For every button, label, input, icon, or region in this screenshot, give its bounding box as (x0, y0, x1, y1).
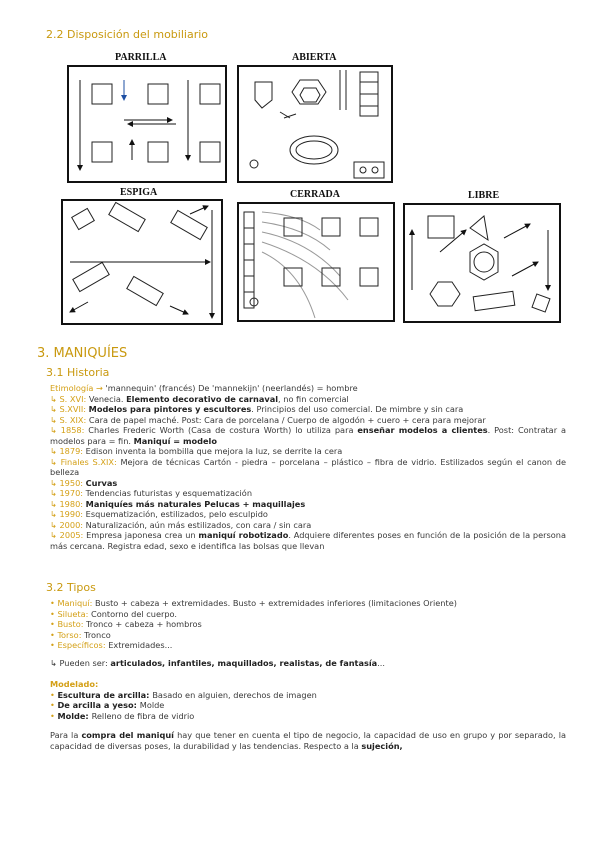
tipo-text: Extremidades... (108, 640, 173, 650)
modelado-bold: De arcilla a yeso: (57, 700, 140, 710)
historia-bold: Elemento decorativo de carnaval (126, 393, 279, 404)
tipos-list (50, 598, 566, 651)
final-bold-2: sujeción, (361, 740, 403, 751)
modelado-text: Basado en alguien, derechos de imagen (152, 689, 317, 700)
historia-rest: . Adquiere diferentes poses en función de la posición de la persona más cercana. Registra edad, sexo e identifica las bolsas que llevan (50, 530, 567, 551)
final-paragraph (50, 730, 566, 751)
section-heading-3-1: 3.1 Historia (46, 366, 110, 379)
modelado-bold: Escultura de arcilla: (57, 689, 153, 700)
historia-item (50, 394, 566, 405)
section-heading-3-2: 3.2 Tipos (46, 581, 96, 594)
historia-item (50, 457, 566, 478)
historia-rest: . Principios del uso comercial. De mimbre y sin cara (251, 404, 464, 414)
pueden-ser-bold: articulados, infantiles, maquillados, realistas, de fantasía (110, 658, 378, 668)
bullet-icon: • (50, 640, 58, 650)
historia-bold: enseñar modelos a clientes (357, 425, 488, 435)
final-text-2: hay que tener en cuenta el tipo de negocio, la capacidad de uso en grupo y por separado, la capacidad de diversas poses, la durabilidad y las tendencias. Respecto a la (50, 730, 567, 751)
bullet-icon: • (50, 710, 58, 721)
historia-item (50, 383, 566, 394)
pueden-ser-prefix: ↳ Pueden ser: (50, 658, 111, 668)
tipo-label: Torso: (57, 629, 85, 640)
historia-label: ↳ S. XIX: (50, 414, 89, 425)
historia-label: ↳ 1970: (50, 488, 86, 498)
historia-label: ↳ 1858: (50, 425, 89, 435)
label-cerrada: CERRADA (290, 189, 340, 200)
tipos-item (50, 609, 566, 620)
bullet-icon: • (50, 629, 58, 640)
historia-label: ↳ Finales S.XIX: (50, 456, 121, 467)
pueden-ser-line (50, 658, 566, 669)
furniture-layout-diagrams (0, 0, 600, 340)
historia-item (50, 415, 566, 426)
historia-item (50, 446, 566, 457)
modelado-item (50, 700, 566, 711)
tipo-text: Contorno del cuerpo. (91, 608, 178, 619)
section-heading-3: 3. MANIQUÍES (37, 346, 128, 361)
historia-label: ↳ S. XVI: (50, 393, 89, 404)
modelado-text: Molde (139, 700, 165, 710)
modelado-title: Modelado: (50, 679, 99, 689)
label-espiga: ESPIGA (120, 187, 158, 198)
historia-bold: Curvas (85, 477, 118, 488)
historia-item (50, 488, 566, 499)
historia-text: Mejora de técnicas Cartón - piedra – porcelana – plástico – fibra de vidrio. Estilizados según el canon de belleza (50, 456, 566, 477)
tipo-label: Silueta: (57, 608, 91, 619)
historia-text: Venecia. (88, 393, 127, 404)
modelado-bold: Molde: (57, 710, 92, 721)
bullet-icon: • (50, 700, 58, 710)
bullet-icon: • (50, 598, 58, 608)
historia-list (50, 383, 566, 551)
diagram-abierta (238, 66, 392, 182)
label-abierta: ABIERTA (292, 52, 337, 63)
modelado-list (50, 690, 566, 722)
pueden-ser-suffix: ... (377, 658, 386, 668)
diagram-parrilla (68, 66, 226, 182)
tipos-item (50, 598, 566, 609)
final-bold-1: compra del maniquí (81, 730, 174, 740)
historia-label: ↳ 2005: (50, 530, 87, 540)
historia-text: Charles Frederic Worth (Casa de costura Worth) lo utiliza para (88, 425, 358, 435)
diagram-libre (404, 204, 560, 322)
historia-text: 'mannequin' (francés) De 'mannekijn' (neerlandés) = hombre (105, 383, 358, 393)
historia-label: Etimología → (50, 383, 106, 393)
diagram-espiga (62, 200, 222, 324)
modelado-item (50, 690, 566, 701)
historia-label: ↳ 1950: (50, 477, 86, 488)
historia-item (50, 499, 566, 510)
tipo-text: Tronco (84, 629, 111, 640)
historia-text: Tendencias futuristas y esquematización (85, 488, 253, 498)
bullet-icon: • (50, 608, 58, 619)
historia-label: ↳ 1990: (50, 509, 86, 519)
bullet-icon: • (50, 689, 58, 700)
tipos-item (50, 640, 566, 651)
final-text-1: Para la (50, 730, 82, 740)
bullet-icon: • (50, 619, 58, 629)
historia-label: ↳ 2000: (50, 519, 86, 530)
historia-bold: maniquí robotizado (198, 530, 289, 540)
tipo-text: Busto + cabeza + extremidades. Busto + extremidades inferiores (limitaciones Oriente) (95, 598, 457, 608)
historia-item (50, 404, 566, 415)
label-parrilla: PARRILLA (115, 52, 167, 63)
modelado-text: Relleno de fibra de vidrio (91, 710, 195, 721)
tipo-label: Maniquí: (57, 598, 96, 608)
label-libre: LIBRE (468, 190, 500, 201)
historia-bold: Maniquíes más naturales Pelucas + maquillajes (85, 498, 306, 509)
historia-bold2: Maniquí = modelo (133, 435, 217, 446)
tipos-item (50, 630, 566, 641)
tipo-label: Específicos: (57, 640, 109, 650)
historia-item (50, 425, 566, 446)
historia-label: ↳ 1879: (50, 446, 86, 456)
historia-bold: Modelos para pintores y escultores (88, 404, 252, 414)
tipos-item (50, 619, 566, 630)
historia-rest: . Post: Contratar a modelos para = fin. (50, 425, 566, 446)
modelado-item (50, 711, 566, 722)
section-heading-2-2: 2.2 Disposición del mobiliario (46, 28, 208, 41)
historia-item (50, 520, 566, 531)
tipo-label: Busto: (57, 619, 87, 629)
historia-text: Esquematización, estilizados, pelo esculpido (85, 509, 268, 519)
historia-text: Empresa japonesa crea un (86, 530, 199, 540)
historia-rest: , no fin comercial (278, 393, 349, 404)
historia-text: Naturalización, aún más estilizados, con cara / sin cara (85, 519, 312, 530)
historia-label: ↳ S.XVII: (50, 404, 89, 414)
tipo-text: Tronco + cabeza + hombros (86, 619, 202, 629)
historia-text: Edison inventa la bombilla que mejora la luz, se derrite la cera (85, 446, 343, 456)
historia-label: ↳ 1980: (50, 498, 86, 509)
historia-text: Cara de papel maché. Post: Cara de porcelana / Cuerpo de algodón + cuero + cera para mejorar (88, 414, 486, 425)
modelado-block (50, 679, 566, 721)
diagram-cerrada (238, 203, 394, 321)
historia-item (50, 509, 566, 520)
historia-item (50, 478, 566, 489)
historia-item (50, 530, 566, 551)
